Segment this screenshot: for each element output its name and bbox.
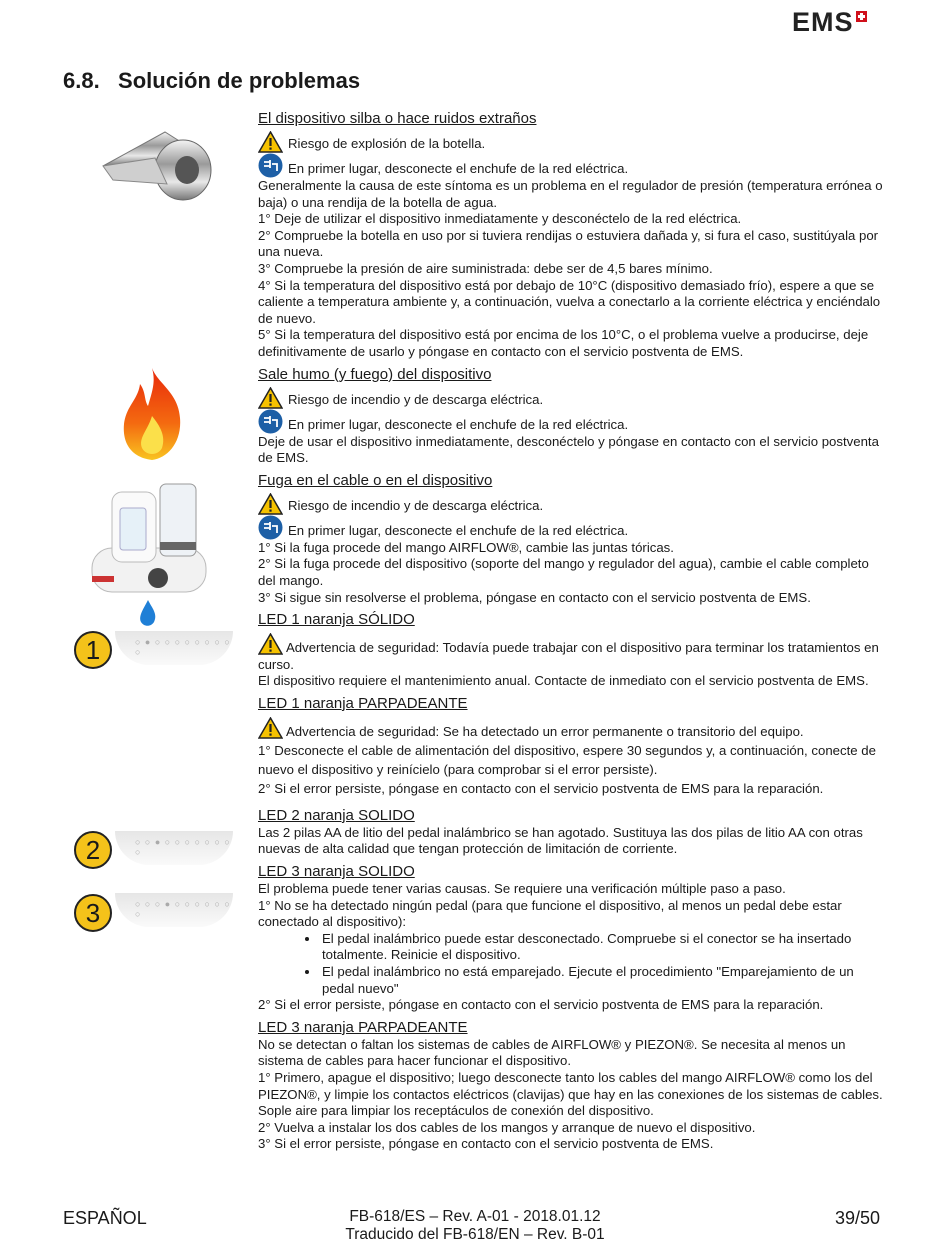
paragraph: 5° Si la temperatura del dispositivo está por encima de los 10°C, o el problema vuelve a producirse, deje definitivamente de usarlo y póngase en contacto con el servicio postventa de EMS. (258, 327, 869, 359)
paragraph: 2° Compruebe la botella en uso por si tuviera rendijas o estuviera dañada y, si fura el caso, sustitúyala por una nueva. (258, 227, 879, 260)
paragraph: 2° Si el error persiste, póngase en contacto con el servicio postventa de EMS para la reparación. (258, 780, 824, 796)
list-item: • El pedal inalámbrico puede estar desconectado. Compruebe si el conector se ha insertado totalmente. Reinicie el dispositivo. (320, 931, 888, 964)
warning-text: Riesgo de incendio y de descarga eléctrica. (288, 498, 544, 514)
led-dots: ○ ○ ● ○ ○ ○ ○ ○ ○ ○ ○ (135, 837, 231, 857)
warning-line (258, 128, 888, 153)
unplug-line (258, 409, 888, 434)
unplug-mandatory-icon (258, 515, 283, 540)
footer-doc-ref: FB-618/ES – Rev. A-01 - 2018.01.12 (349, 1208, 601, 1225)
unplug-line (258, 515, 888, 540)
warning-triangle-icon (258, 131, 283, 153)
paragraph: 1° Desconecte el cable de alimentación del dispositivo, espere 30 segundos y, a continuación, conecte de nuevo el dispositivo y reinícielo (para comprobar si el error persiste). (258, 742, 876, 777)
paragraph: Las 2 pilas AA de litio del pedal inalámbrico se han agotado. Sustituya las dos pilas de litio AA con otras nuevas de alta calidad que tengan protección de limitación de corriente. (258, 824, 863, 857)
troubleshooting-content (258, 105, 888, 1153)
warning-line (258, 384, 888, 409)
paragraph: 2° Si el error persiste, póngase en contacto con el servicio postventa de EMS para la reparación. (258, 997, 824, 1013)
section-title: Sale humo (y fuego) del dispositivo (258, 365, 492, 383)
section-title: El dispositivo silba o hace ruidos extraños (258, 110, 537, 127)
warning-text: Advertencia de seguridad: Se ha detectado un error permanente o transitorio del equipo. (286, 723, 804, 739)
fire-icon (118, 366, 186, 462)
warning-triangle-icon (258, 633, 283, 655)
device-leak-icon (88, 478, 213, 628)
paragraph: 1° Deje de utilizar el dispositivo inmediatamente y desconéctelo de la red eléctrica. (258, 211, 742, 227)
page-title: 6.8. Solución de problemas (63, 68, 361, 93)
warning-triangle-icon (258, 717, 283, 739)
whistle-icon (95, 118, 215, 208)
unplug-text: En primer lugar, desconecte el enchufe de la red eléctrica. (288, 416, 629, 432)
unplug-text: En primer lugar, desconecte el enchufe de la red eléctrica. (288, 523, 629, 539)
led-number-3: 3 (74, 894, 112, 932)
warning-paragraph (258, 633, 888, 673)
section-title: LED 1 naranja SÓLIDO (258, 611, 415, 629)
paragraph: El dispositivo requiere el mantenimiento anual. Contacte de inmediato con el servicio postventa de EMS. (258, 673, 869, 689)
paragraph: 4° Si la temperatura del dispositivo está por debajo de 10°C (dispositivo demasiado frío), espere a que se caliente a temperatura ambiente y, a continuación, vuelva a conectarlo a la corriente eléctrica y enciéndalo de nuevo. (258, 277, 881, 326)
swiss-cross-icon (856, 11, 867, 22)
led-panel-image (115, 893, 233, 927)
paragraph: Generalmente la causa de este síntoma es un problema en el regulador de presión (temperatura errónea o baja) o una rendija de la botella de agua. (258, 178, 883, 210)
footer-doc-info (300, 1208, 650, 1244)
warning-line (258, 490, 888, 515)
section-title: LED 3 naranja SOLIDO (258, 863, 415, 881)
warning-triangle-icon (258, 493, 283, 515)
led-number-1: 1 (74, 631, 112, 669)
paragraph: 2° Si la fuga procede del dispositivo (soporte del mango y regulador del agua), cambie el cable completo del mango. (258, 556, 869, 588)
unplug-line (258, 153, 888, 178)
led-dots: ○ ○ ○ ● ○ ○ ○ ○ ○ ○ ○ (135, 899, 231, 919)
paragraph: 3° Compruebe la presión de aire suministrada: debe ser de 4,5 bares mínimo. (258, 260, 713, 276)
section-title: LED 2 naranja SOLIDO (258, 806, 415, 824)
led-panel-image (115, 631, 233, 665)
paragraph: 3° Si sigue sin resolverse el problema, póngase en contacto con el servicio postventa de EMS. (258, 589, 811, 605)
ems-logo (792, 8, 867, 36)
paragraph: 1° Primero, apague el dispositivo; luego desconecte tanto los cables del mango AIRFLOW® como los del PIEZON®, y limpie los contactos eléctricos (clavijas) que hay en las conexiones de los sistemas de cables. Sople aire para limpiar los receptáculos de conexión del dispositivo. (258, 1070, 883, 1119)
warning-text: Advertencia de seguridad: Todavía puede trabajar con el dispositivo para terminar los tratamientos en curso. (258, 640, 879, 672)
section-title: Fuga en el cable o en el dispositivo (258, 471, 493, 489)
logo-text: EMS (792, 6, 854, 37)
paragraph: 1° No se ha detectado ningún pedal (para que funcione el dispositivo, al menos un pedal debe estar conectado al dispositivo): (258, 897, 842, 930)
list-item: • El pedal inalámbrico no está emparejado. Ejecute el procedimiento "Emparejamiento de un pedal nuevo" (320, 964, 888, 997)
warning-triangle-icon (258, 387, 283, 409)
warning-paragraph (258, 717, 888, 741)
footer-translated: Traducido del FB-618/EN – Rev. B-01 (345, 1226, 605, 1243)
warning-text: Riesgo de explosión de la botella. (288, 136, 486, 152)
paragraph: Deje de usar el dispositivo inmediatamente, desconéctelo y póngase en contacto con el servicio postventa de EMS. (258, 433, 879, 466)
section-title: LED 1 naranja PARPADEANTE (258, 694, 468, 712)
paragraph: 3° Si el error persiste, póngase en contacto con el servicio postventa de EMS. (258, 1136, 714, 1152)
bullet-list (258, 931, 888, 997)
led-panel-image (115, 831, 233, 865)
led-number-2: 2 (74, 831, 112, 869)
unplug-text: En primer lugar, desconecte el enchufe de la red eléctrica. (288, 161, 629, 177)
unplug-mandatory-icon (258, 409, 283, 434)
paragraph: El problema puede tener varias causas. Se requiere una verificación múltiple paso a paso. (258, 881, 786, 897)
paragraph: 1° Si la fuga procede del mango AIRFLOW®, cambie las juntas tóricas. (258, 539, 674, 555)
unplug-mandatory-icon (258, 153, 283, 178)
led-dots: ○ ● ○ ○ ○ ○ ○ ○ ○ ○ ○ (135, 637, 231, 657)
warning-text: Riesgo de incendio y de descarga eléctrica. (288, 391, 544, 407)
section-title: LED 3 naranja PARPADEANTE (258, 1018, 468, 1036)
page-number: 39/50 (835, 1208, 881, 1228)
footer-language: ESPAÑOL (63, 1208, 147, 1228)
paragraph: 2° Vuelva a instalar los dos cables de los mangos y arranque de nuevo el dispositivo. (258, 1119, 756, 1135)
paragraph: No se detectan o faltan los sistemas de cables de AIRFLOW® y PIEZON®. Se necesita al menos un sistema de cables para hacer funcionar el dispositivo. (258, 1036, 846, 1069)
